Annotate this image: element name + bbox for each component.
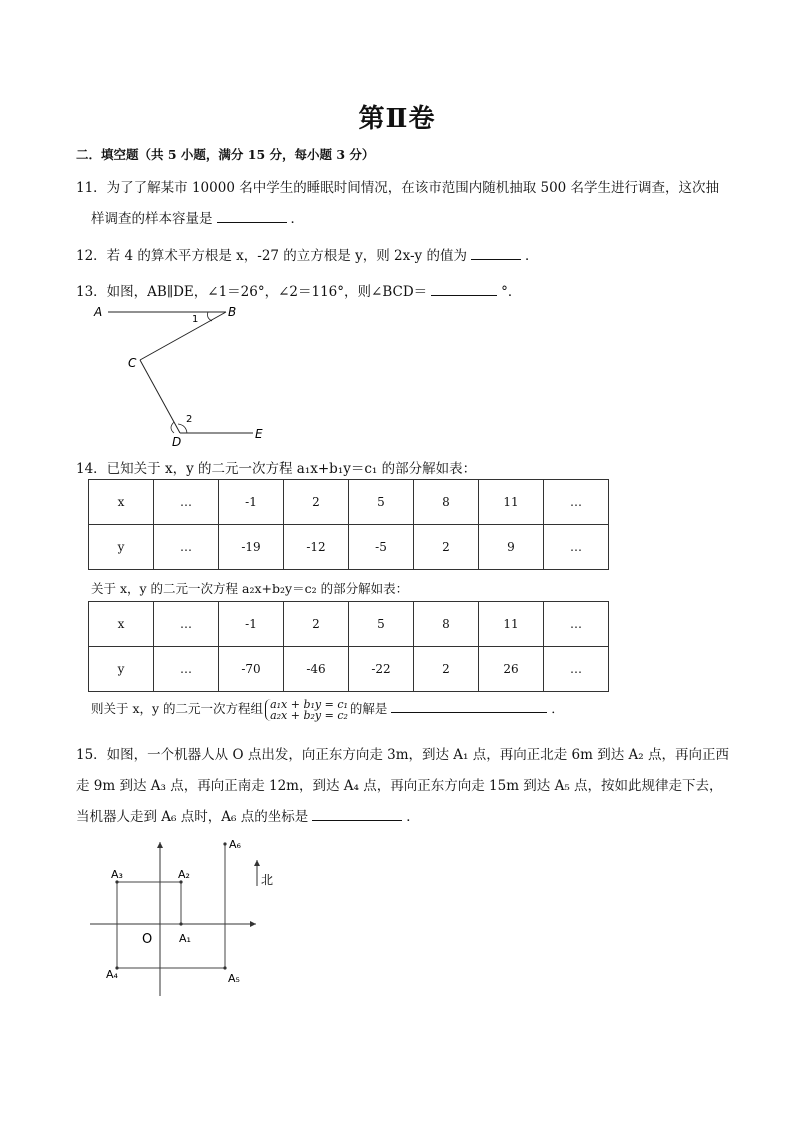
label-A2: A₂: [178, 868, 190, 881]
table-2-row-y: [89, 647, 609, 692]
label-B: B: [228, 305, 237, 319]
table-cell: …: [154, 602, 219, 647]
equation-system: [265, 699, 348, 721]
question-15-line1: 15．如图，一个机器人从 O 点出发，向正东方向走 3m，到达 A₁ 点，再向正北走 6m 到达 A₂ 点，再向正西: [76, 747, 729, 763]
table-cell: x: [89, 602, 154, 647]
table-cell: -70: [219, 647, 284, 692]
question-11-end: ．: [290, 211, 304, 227]
question-14-conclusion-pre: 则关于 x，y 的二元一次方程组: [91, 701, 264, 716]
question-14-conclusion: [91, 698, 564, 721]
robot-path: [117, 844, 225, 968]
label-C: C: [128, 356, 137, 370]
table-1-row-y: [89, 525, 609, 570]
table-cell: …: [544, 480, 609, 525]
point-A5: [223, 966, 226, 969]
label-A: A: [94, 305, 103, 319]
table-2-row-x: [89, 602, 609, 647]
table-cell: 2: [414, 647, 479, 692]
table-cell: -12: [284, 525, 349, 570]
point-A1: [179, 922, 182, 925]
question-14-mid: 关于 x，y 的二元一次方程 a₂x+b₂y＝c₂ 的部分解如表：: [91, 581, 409, 596]
figure-15-robot-path: [88, 834, 288, 1004]
table-cell: 5: [349, 602, 414, 647]
table-cell: …: [544, 602, 609, 647]
table-cell: -1: [219, 480, 284, 525]
question-13-end: °．: [501, 284, 522, 300]
label-A5: A₅: [228, 972, 240, 985]
question-15-end: ．: [406, 809, 420, 825]
answer-blank-12[interactable]: [471, 245, 521, 260]
table-1-row-x: [89, 480, 609, 525]
question-14-conclusion-post: 的解是: [349, 701, 388, 716]
point-A6: [223, 842, 226, 845]
table-cell: y: [89, 525, 154, 570]
table-cell: y: [89, 647, 154, 692]
label-O: O: [142, 932, 153, 947]
answer-blank-14[interactable]: [391, 698, 547, 713]
table-cell: 11: [479, 480, 544, 525]
question-13-text: 13．如图，AB∥DE，∠1＝26°，∠2＝116°，则∠BCD＝: [76, 284, 428, 300]
question-12-text: 12．若 4 的算术平方根是 x，-27 的立方根是 y，则 2x-y 的值为: [76, 248, 467, 264]
line-BC: [140, 312, 226, 360]
table-cell: x: [89, 480, 154, 525]
answer-blank-13[interactable]: [431, 281, 497, 296]
label-A4: A₄: [106, 968, 118, 981]
label-angle-1: 1: [192, 314, 199, 325]
question-14-end: ．: [551, 701, 564, 716]
table-cell: …: [154, 525, 219, 570]
table-cell: -19: [219, 525, 284, 570]
table-cell: -22: [349, 647, 414, 692]
system-line-2: a₂x + b₂y = c₂: [270, 708, 348, 722]
label-D: D: [172, 435, 182, 449]
table-cell: 11: [479, 602, 544, 647]
table-cell: 8: [414, 480, 479, 525]
table-cell: …: [544, 525, 609, 570]
table-cell: …: [154, 647, 219, 692]
label-angle-2: 2: [186, 414, 193, 425]
question-12: [76, 244, 538, 264]
label-A3: A₃: [111, 868, 123, 881]
page-title: 第Ⅱ卷: [358, 104, 436, 134]
table-cell: …: [154, 480, 219, 525]
answer-blank-15[interactable]: [312, 806, 402, 821]
table-cell: 8: [414, 602, 479, 647]
label-E: E: [255, 427, 263, 441]
question-14-intro: 14．已知关于 x，y 的二元一次方程 a₁x+b₁y＝c₁ 的部分解如表：: [76, 461, 477, 477]
system-line-1: a₁x + b₁y = c₁: [270, 697, 348, 711]
table-cell: 5: [349, 480, 414, 525]
question-11-text: 样调查的样本容量是: [91, 211, 213, 227]
label-A1: A₁: [179, 932, 191, 945]
label-A6: A₆: [229, 838, 241, 851]
section-heading: 二．填空题（共 5 小题，满分 15 分，每小题 3 分）: [76, 147, 375, 162]
question-13: [76, 280, 521, 300]
solution-table-1: [88, 479, 609, 570]
table-cell: -5: [349, 525, 414, 570]
table-cell: …: [544, 647, 609, 692]
table-cell: 2: [284, 602, 349, 647]
table-cell: -46: [284, 647, 349, 692]
figure-13-parallel-lines: [88, 300, 288, 450]
question-15-line3: [76, 805, 420, 825]
table-cell: 2: [414, 525, 479, 570]
table-cell: 2: [284, 480, 349, 525]
question-11-line1: 11．为了了解某市 10000 名中学生的睡眠时间情况，在该市范围内随机抽取 500 名学生进行调查，这次抽: [76, 180, 720, 196]
answer-blank-11[interactable]: [217, 208, 287, 223]
table-cell: 9: [479, 525, 544, 570]
question-15-text: 当机器人走到 A₆ 点时，A₆ 点的坐标是: [76, 809, 309, 825]
label-north: 北: [261, 873, 274, 887]
solution-table-2: [88, 601, 609, 692]
question-15-line2: 走 9m 到达 A₃ 点，再向正南走 12m，到达 A₄ 点，再向正东方向走 15m 到达 A₅ 点，按如此规律走下去，: [76, 778, 723, 794]
question-12-end: ．: [524, 248, 539, 264]
table-cell: -1: [219, 602, 284, 647]
table-cell: 26: [479, 647, 544, 692]
question-11-line2: [91, 207, 304, 227]
